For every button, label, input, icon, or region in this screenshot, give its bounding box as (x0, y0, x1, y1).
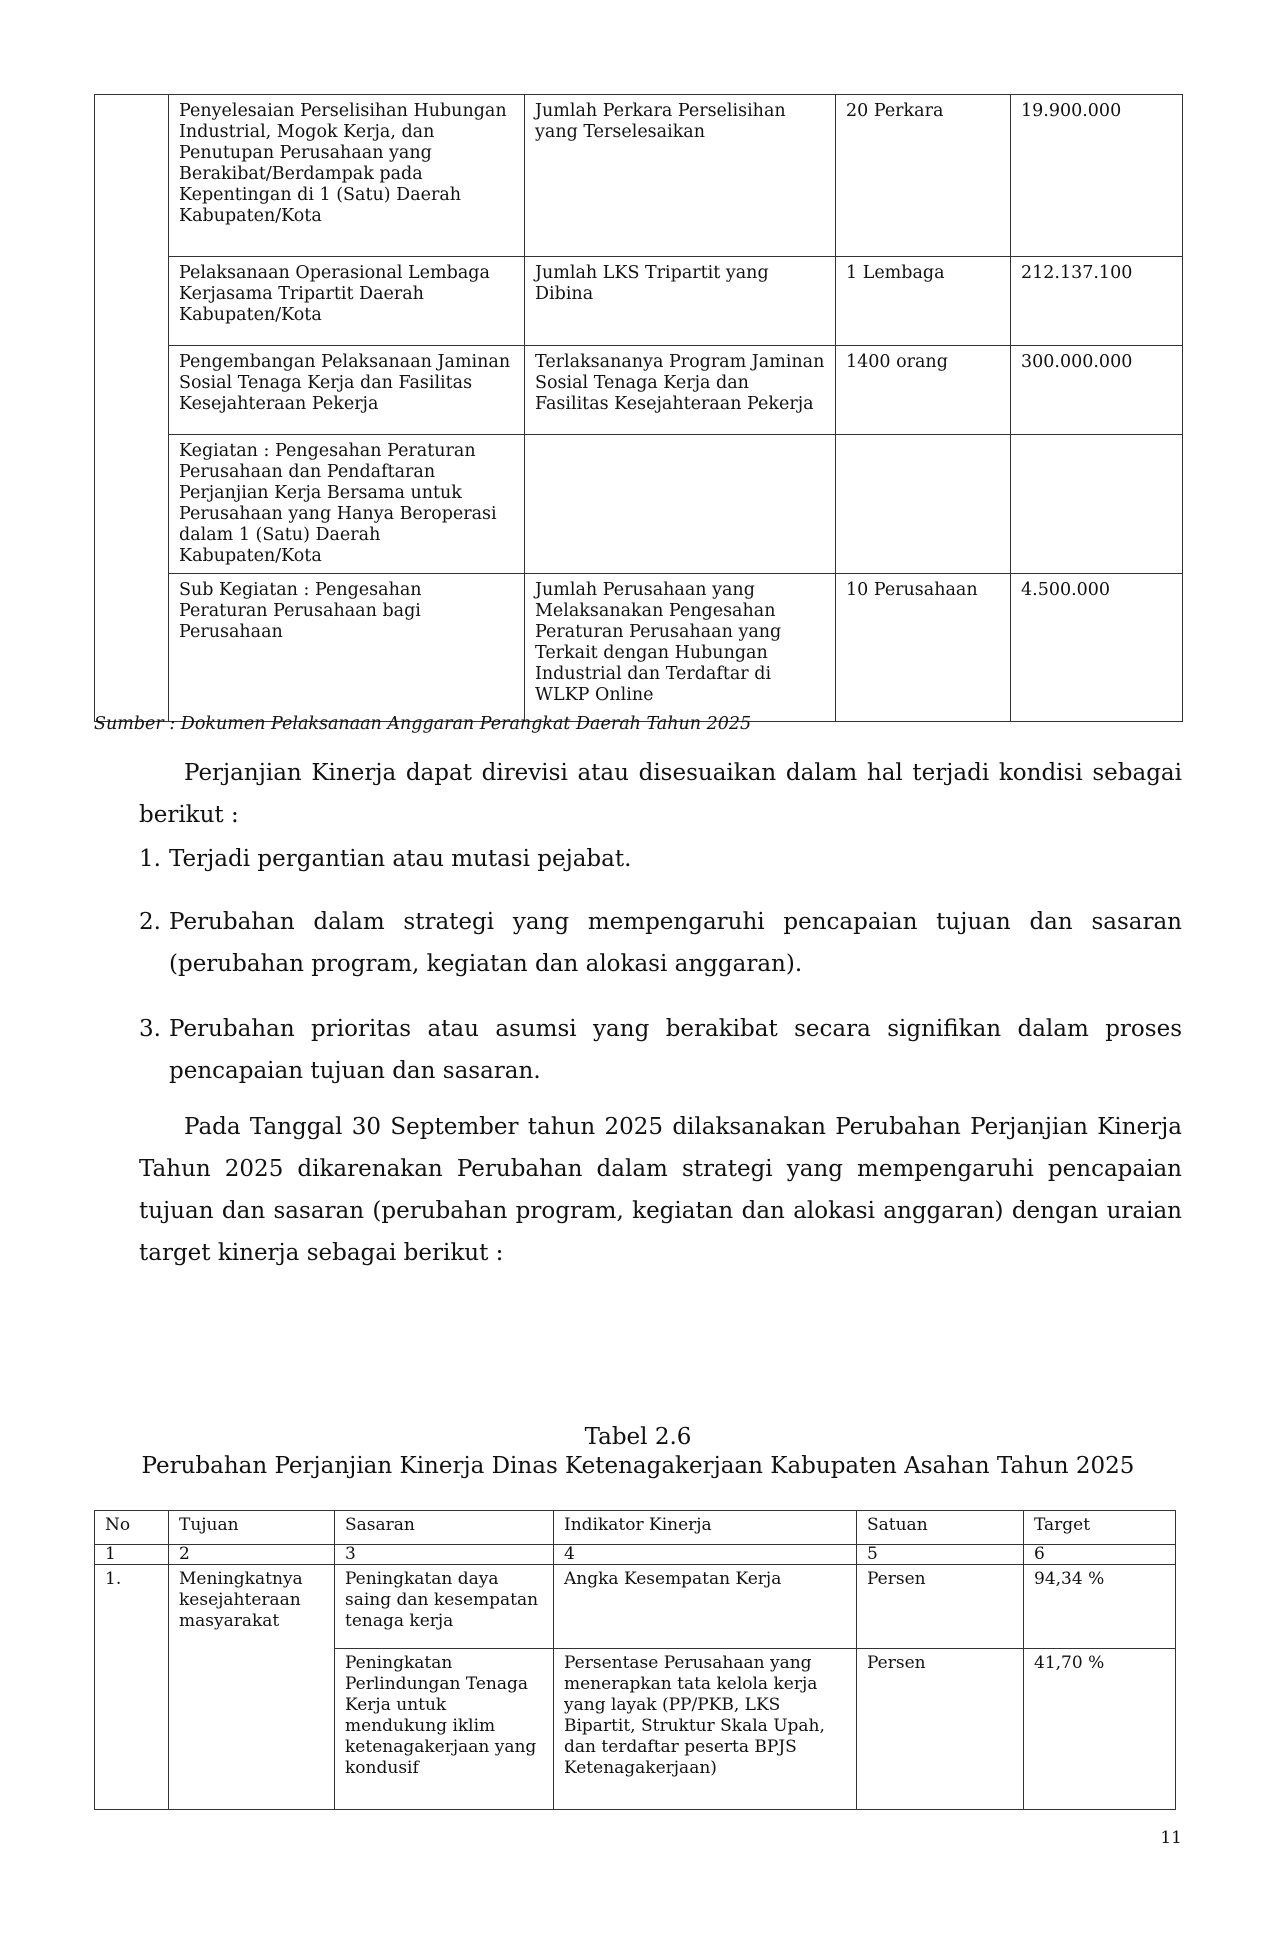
budget-cell: 212.137.100 (1011, 257, 1183, 346)
header-tujuan: Tujuan (169, 1511, 335, 1545)
table-row (95, 95, 1183, 257)
sasaran-cell: Peningkatan Perlindungan Tenaga Kerja untuk mendukung iklim ketenagakerjaan yang kondusif (335, 1649, 554, 1810)
list-number: 2. (139, 909, 161, 935)
column-number: 1 (95, 1545, 169, 1565)
list-item (139, 1008, 1182, 1092)
indicator-cell: Jumlah Perusahaan yang Melaksanakan Pengesahan Peraturan Perusahaan yang Terkait dengan Hubungan Industrial dan Terdaftar di WLKP Online (525, 574, 836, 722)
row-no: 1. (95, 1565, 169, 1810)
intro-text: Perjanjian Kinerja dapat direvisi atau disesuaikan dalam hal terjadi kondisi sebagai berikut : (139, 760, 1182, 828)
table-row (95, 346, 1183, 435)
budget-cell: 300.000.000 (1011, 346, 1183, 435)
list-text: Perubahan dalam strategi yang mempengaruhi pencapaian tujuan dan sasaran (perubahan program, kegiatan dan alokasi anggaran). (169, 909, 1182, 977)
budget-cell: 4.500.000 (1011, 574, 1183, 722)
budget-cell (1011, 435, 1183, 574)
target-cell (836, 435, 1011, 574)
program-cell: Pelaksanaan Operasional Lembaga Kerjasama Tripartit Daerah Kabupaten/Kota (169, 257, 525, 346)
intro-paragraph (139, 752, 1182, 836)
column-number-row (95, 1545, 1176, 1565)
header-satuan: Satuan (857, 1511, 1024, 1545)
target-cell: 94,34 % (1024, 1565, 1176, 1649)
column-number: 2 (169, 1545, 335, 1565)
indicator-cell: Terlaksananya Program Jaminan Sosial Tenaga Kerja dan Fasilitas Kesejahteraan Pekerja (525, 346, 836, 435)
header-indikator: Indikator Kinerja (554, 1511, 857, 1545)
program-cell: Pengembangan Pelaksanaan Jaminan Sosial Tenaga Kerja dan Fasilitas Kesejahteraan Pekerja (169, 346, 525, 435)
header-sasaran: Sasaran (335, 1511, 554, 1545)
paragraph-text: Pada Tanggal 30 September tahun 2025 dilaksanakan Perubahan Perjanjian Kinerja Tahun 2025 dikarenakan Perubahan dalam strategi yang mempengaruhi pencapaian tujuan dan sasaran (perubahan program, kegiatan dan alokasi anggaran) dengan uraian target kinerja sebagai berikut : (139, 1114, 1182, 1266)
indicator-cell (525, 435, 836, 574)
list-text: Perubahan prioritas atau asumsi yang berakibat secara signifikan dalam proses pencapaian tujuan dan sasaran. (169, 1016, 1182, 1084)
table-row (95, 435, 1183, 574)
column-number: 6 (1024, 1545, 1176, 1565)
satuan-cell: Persen (857, 1649, 1024, 1810)
table-caption-label: Tabel 2.6 (584, 1424, 692, 1450)
list-item (139, 901, 1182, 985)
target-cell: 20 Perkara (836, 95, 1011, 257)
program-cell: Sub Kegiatan : Pengesahan Peraturan Perusahaan bagi Perusahaan (169, 574, 525, 722)
page-number: 11 (1160, 1828, 1182, 1848)
sasaran-cell: Peningkatan daya saing dan kesempatan tenaga kerja (335, 1565, 554, 1649)
indicator-cell: Persentase Perusahaan yang menerapkan tata kelola kerja yang layak (PP/PKB, LKS Bipartit, Struktur Skala Upah, dan terdaftar peserta BPJS Ketenagakerjaan) (554, 1649, 857, 1810)
program-cell: Penyelesaian Perselisihan Hubungan Industrial, Mogok Kerja, dan Penutupan Perusahaan yang Berakibat/Berdampak pada Kepentingan di 1 (Satu) Daerah Kabupaten/Kota (169, 95, 525, 257)
header-no: No (95, 1511, 169, 1545)
column-number: 4 (554, 1545, 857, 1565)
indicator-cell: Angka Kesempatan Kerja (554, 1565, 857, 1649)
target-cell: 1 Lembaga (836, 257, 1011, 346)
list-number: 3. (139, 1016, 161, 1042)
target-cell: 1400 orang (836, 346, 1011, 435)
table-row (95, 574, 1183, 722)
table-caption-title: Perubahan Perjanjian Kinerja Dinas Ketenagakerjaan Kabupaten Asahan Tahun 2025 (141, 1453, 1135, 1479)
satuan-cell: Persen (857, 1565, 1024, 1649)
performance-table (94, 1510, 1176, 1810)
header-target: Target (1024, 1511, 1176, 1545)
budget-table (94, 94, 1183, 722)
list-text: Terjadi pergantian atau mutasi pejabat. (169, 846, 632, 872)
list-item (139, 838, 1182, 880)
table-row (95, 257, 1183, 346)
tujuan-cell: Meningkatnya kesejahteraan masyarakat (169, 1565, 335, 1810)
target-cell: 41,70 % (1024, 1649, 1176, 1810)
column-number: 3 (335, 1545, 554, 1565)
indicator-cell: Jumlah LKS Tripartit yang Dibina (525, 257, 836, 346)
budget-cell: 19.900.000 (1011, 95, 1183, 257)
indicator-cell: Jumlah Perkara Perselisihan yang Terselesaikan (525, 95, 836, 257)
program-cell: Kegiatan : Pengesahan Peraturan Perusahaan dan Pendaftaran Perjanjian Kerja Bersama untuk Perusahaan yang Hanya Beroperasi dalam 1 (Satu) Daerah Kabupaten/Kota (169, 435, 525, 574)
table-row (95, 1565, 1176, 1649)
target-cell: 10 Perusahaan (836, 574, 1011, 722)
table-source-note: Sumber : Dokumen Pelaksanaan Anggaran Perangkat Daerah Tahun 2025 (94, 714, 752, 734)
column-number: 5 (857, 1545, 1024, 1565)
blank-number-cell (95, 95, 169, 722)
body-paragraph (139, 1106, 1182, 1274)
table-header-row (95, 1511, 1176, 1545)
list-number: 1. (139, 846, 161, 872)
